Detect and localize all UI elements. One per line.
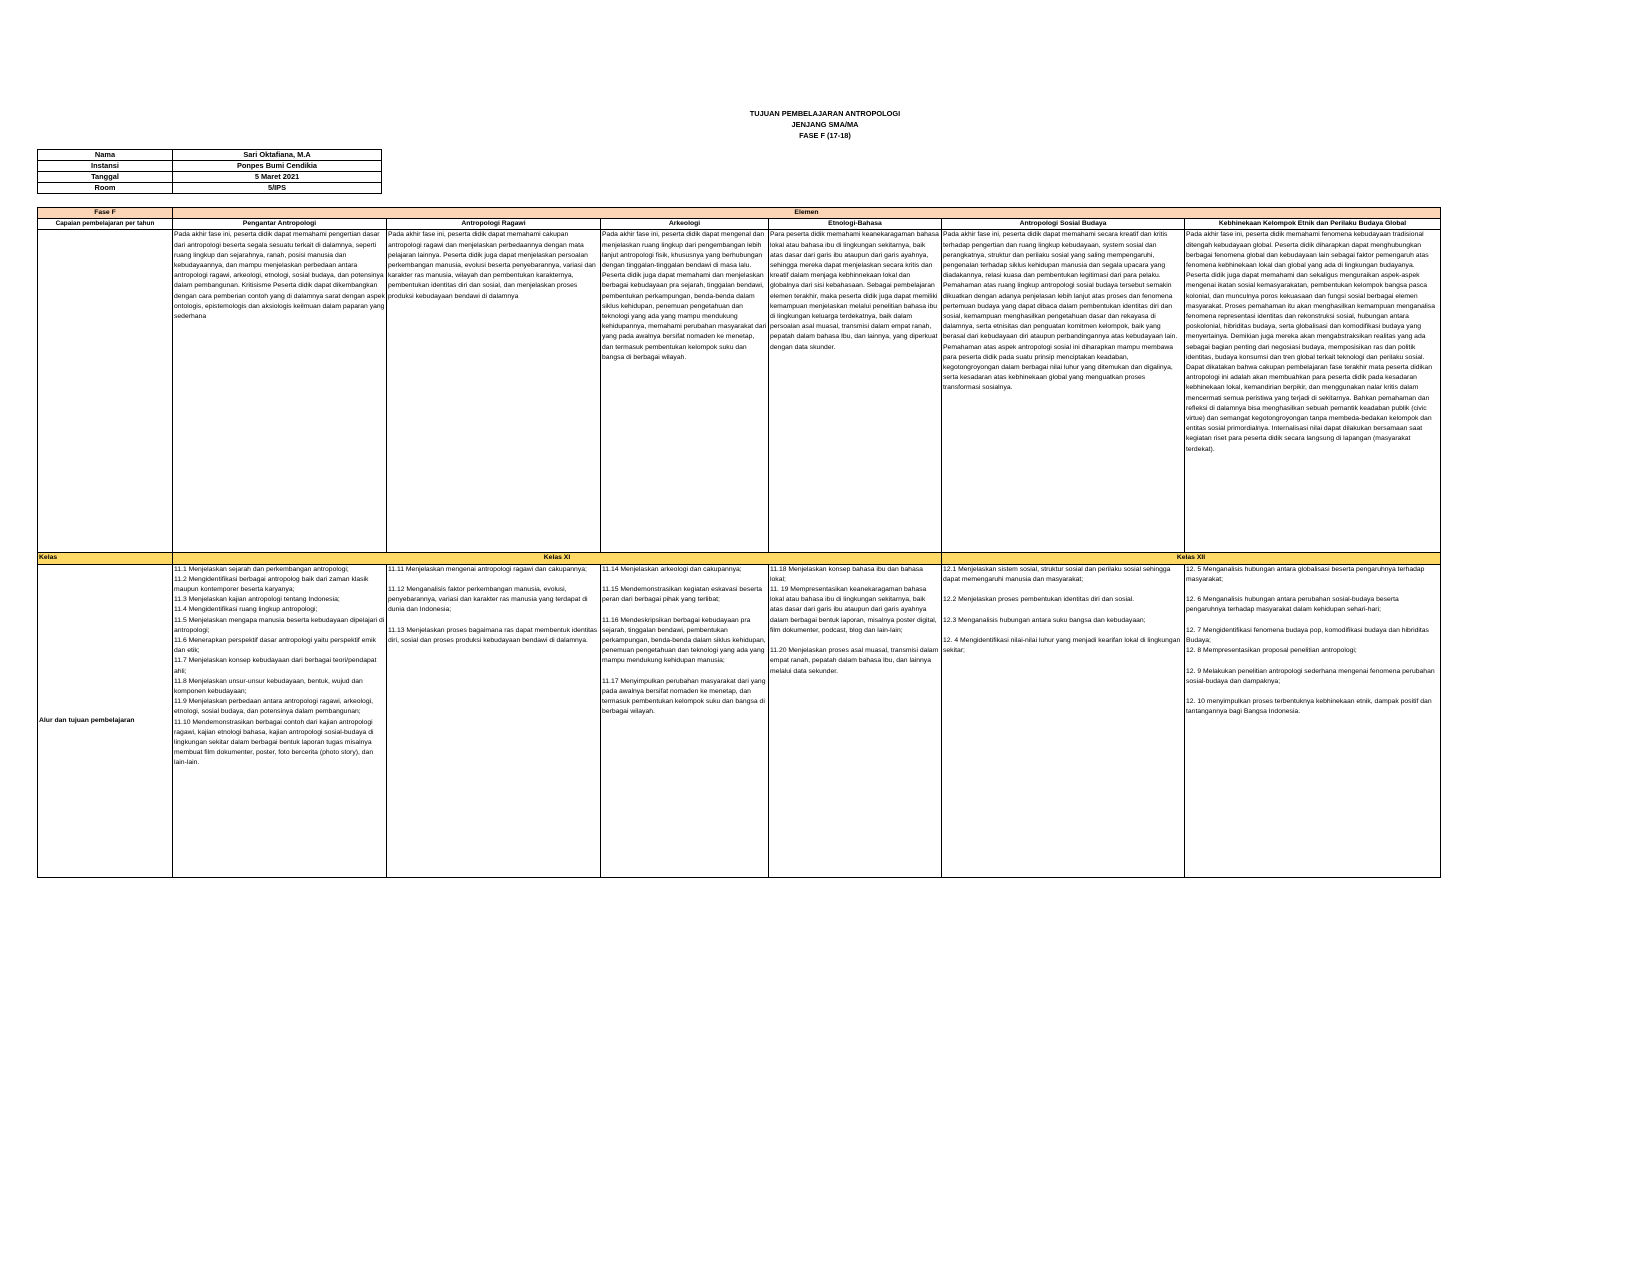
objective-item: 11.2 Mengidentifikasi berbagai antropolog baik dari zaman klasik maupun kontemporer beserta karyanya; xyxy=(174,575,369,594)
info-row xyxy=(38,172,382,183)
objective-item: 11.13 Menjelaskan proses bagaimana ras dapat membentuk identitas diri, sosial dan proses produksi kebudayaan bendawi di dalamnya. xyxy=(388,626,598,644)
info-row xyxy=(38,150,382,161)
objective-spacer xyxy=(943,626,1183,636)
column-header: Etnologi-Bahasa xyxy=(769,219,942,230)
info-row xyxy=(38,161,382,172)
objective-spacer xyxy=(1186,585,1439,595)
objective-spacer xyxy=(1186,616,1439,626)
fase-label: Fase F xyxy=(38,208,173,219)
atp-label: Alur dan tujuan pembelajaran xyxy=(38,564,173,877)
info-table xyxy=(37,149,382,194)
objective-item: 11.3 Menjelaskan kajian antropologi tentang Indonesia; xyxy=(174,596,340,604)
info-label: Room xyxy=(38,183,173,194)
kelas-xi-label: Kelas XI xyxy=(173,553,942,564)
objective-item: 12.2 Menjelaskan proses pembentukan identitas diri dan sosial. xyxy=(943,596,1135,604)
kelas-xii-label: Kelas XII xyxy=(942,553,1441,564)
kelas-label: Kelas xyxy=(38,553,173,564)
objective-item: 11.8 Menjelaskan unsur-unsur kebudayaan, bentuk, wujud dan komponen kebudayaan; xyxy=(174,677,363,696)
objective-spacer xyxy=(602,575,767,585)
objective-item: 11.9 Menjelaskan perbedaan antara antropologi ragawi, arkeologi, etnologi, sosial budaya, dan potensinya dalam pembangunan; xyxy=(174,698,374,716)
objective-item: 11.14 Menjelaskan arkeologi dan cakupannya; xyxy=(602,565,742,573)
objective-spacer xyxy=(388,575,599,585)
info-value: 5/IPS xyxy=(173,183,382,194)
atp-cell xyxy=(1185,564,1441,877)
objective-item: 11.6 Menerapkan perspektif dasar antropologi yaitu perspektif emik dan etik; xyxy=(174,637,377,655)
column-header: Arkeologi xyxy=(601,219,769,230)
atp-row xyxy=(38,564,1441,877)
info-value: 5 Maret 2021 xyxy=(173,172,382,183)
objective-spacer xyxy=(388,616,599,626)
objective-item: 11.5 Menjelaskan mengapa manusia beserta kebudayaan dipelajari di antropologi; xyxy=(174,616,385,634)
atp-cell xyxy=(387,564,601,877)
objective-item: 12. 9 Melakukan penelitian antropologi sederhana mengenai fenomena perubahan sosial-budaya dan dampaknya; xyxy=(1186,667,1435,685)
cp-cell: Pada akhir fase ini, peserta didik dapat memahami pengertian dasar dari antropologi beserta segala sesuatu terkait di dalamnya, seperti ruang lingkup dan sejarahnya, ranah, posisi manusia dan kebudayaannya, dan mampu menjelaskan perbedaan antara antropologi ragawi, arkeologi, etnologi, sosial budaya, dan potensinya dalam pembangunan. Kritisisme Peserta didik dapat dikembangkan dengan cara pemberian contoh yang di dalamnya sarat dengan aspek ontologis, epistemologis dan aksiologis keilmuan dalam paparan yang sederhana xyxy=(173,230,387,553)
atp-cell xyxy=(769,564,942,877)
objective-item: 11. 19 Mempresentasikan keanekaragaman bahasa lokal atau bahasa ibu di lingkungan sekitarnya, baik atas dasar dari garis ibu ataupun dari garis ayahnya dalam berbagai bentuk laporan, misalnya poster digital, film dokumenter, podcast, blog dan lain-lain; xyxy=(770,586,937,634)
cp-cell: Pada akhir fase ini, peserta didik dapat memahami cakupan antropologi ragawi dan menjelaskan perbedaannya dengan mata pelajaran lainnya. Peserta didik juga dapat menjelaskan persoalan perkembangan manusia, evolusi beserta penyebarannya, variasi dan karakter ras manusia, wilayah dan pembentukan karakternya, pembentukan identitas diri dan sosial, dan menjelaskan proses produksi kebudayaan bendawi di dalamnya xyxy=(387,230,601,553)
objective-item: 11.20 Menjelaskan proses asal muasal, transmisi dalam empat ranah, pepatah dalam bahasa Ibu, dan lainnya melalui data sekunder. xyxy=(770,647,939,675)
objective-item: 12. 10 menyimpulkan proses terbentuknya kebhinekaan etnik, dampak positif dan tantangannya bagi Bangsa Indonesia. xyxy=(1186,698,1432,716)
info-value: Ponpes Bumi Cendikia xyxy=(173,161,382,172)
objective-item: 12. 4 Mengidentifikasi nilai-nilai luhur yang menjadi kearifan lokal di lingkungan sekitar; xyxy=(943,636,1181,655)
column-header: Antropologi Ragawi xyxy=(387,219,601,230)
objective-spacer xyxy=(943,585,1183,595)
cp-cell: Pada akhir fase ini, peserta didik dapat mengenal dan menjelaskan ruang lingkup dari pengembangan lebih lanjut antropologi fisik, khususnya yang berhubungan dengan tinggalan-tinggalan bendawi di masa lalu. Peserta didik juga dapat memahami dan menjelaskan berbagai kebudayaan pra sejarah, tinggalan bendawi, pembentukan perkampungan, benda-benda dalam siklus kehidupan, penemuan pengetahuan dan teknologi yang ada yang mampu mendukung kehidupannya, memahami perubahan masyarakat dari yang pada awalnya bersifat nomaden ke menetap, dan termasuk pembentukan kelompok suku dan bangsa di berbagai wilayah. xyxy=(601,230,769,553)
kelas-row xyxy=(38,553,1441,564)
objective-spacer xyxy=(943,605,1183,615)
objective-item: 11.11 Menjelaskan mengenai antropologi ragawi dan cakupannya; xyxy=(388,565,587,573)
objective-item: 11.18 Menjelaskan konsep bahasa ibu dan bahasa lokal; xyxy=(770,565,923,583)
objective-item: 11.16 Mendeskripsikan berbagai kebudayaan pra sejarah, tinggalan bendawi, pembentukan perkampungan, benda-benda dalam siklus kehidupan, penemuan pengetahuan dan teknologi yang ada yang mampu mendukung kehidupan manusia; xyxy=(602,616,766,665)
cp-cell: Para peserta didik memahami keanekaragaman bahasa lokal atau bahasa ibu di lingkungan sekitarnya, baik atas dasar dari garis ibu ataupun dari garis ayahnya, sehingga mereka dapat menjelaskan secara kritis dan kreatif dalam menjaga kebhinnekaan lokal dan globalnya dari sisi kebahasaan. Sebagai pembelajaran elemen terakhir, maka peserta didik juga dapat memiliki kemampuan menjelaskan melalui penelitian bahasa ibu di lingkungan keluarga terdekatnya, baik dalam persoalan asal muasal, transmisi dalam empat ranah, pepatah dalam bahasa Ibu, dan lainnya, yang diperkuat dengan data skunder. xyxy=(769,230,942,553)
objective-item: 12. 8 Mempresentasikan proposal penelitian antropologi; xyxy=(1186,647,1357,655)
objective-item: 12. 6 Menganalisis hubungan antara perubahan sosial-budaya beserta pengaruhnya terhadap masyarakat dalam kehidupan sehari-hari; xyxy=(1186,596,1399,614)
atp-cell xyxy=(601,564,769,877)
objective-item: 11.17 Menyimpulkan perubahan masyarakat dari yang pada awalnya bersifat nomaden ke menetap, dan termasuk pembentukan kelompok suku dan bangsa di berbagai wilayah. xyxy=(602,677,766,716)
objective-item: 11.12 Menganalisis faktor perkembangan manusia, evolusi, penyebarannya, variasi dan karakter ras manusia yang terdapat di dunia dan Indonesia; xyxy=(388,586,588,614)
cp-row xyxy=(38,230,1441,553)
objective-spacer xyxy=(1186,656,1439,666)
objective-spacer xyxy=(770,636,940,646)
objective-item: 11.4 Mengidentifikasi ruang lingkup antropologi; xyxy=(174,606,318,614)
cp-cell: Pada akhir fase ini, peserta didik memahami fenomena kebudayaan tradisional ditengah kebudayaan global. Peserta didik diharapkan dapat menghubungkan berbagai fenomena global dan kebudayaan lain sebagai faktor pemengaruh atas fenomena kebhinekaan lokal dan global yang ada di lingkungan budayanya. Peserta didik juga dapat memahami dan sekaligus menguraikan aspek-aspek mengenai ikatan sosial kemasyarakatan, pembentukan kelompok bangsa pasca kolonial, dan munculnya poros kekuasaan dan fungsi sosial berbagai elemen masyarakat. Proses pemahaman itu akan menghasilkan kemampuan menganalisa fenomena representasi identitas dan rekonstruksi sosial, hubungan antara poskolonial, hibriditas budaya, serta globalisasi dan komodifikasi budaya yang menyertainya. Demikian juga mereka akan mengabstraksikan realitas yang ada sebagai bagian penting dari negosiasi budaya, memposisikan ras dan politik identitas, budaya konsumsi dan tren global terkait teknologi dan perilaku sosial. Dapat dikatakan bahwa cakupan pembelajaran fase terakhir mata peserta didikan antropologi ini adalah akan membuahkan para peserta didik pada kesadaran kebhinekaan lokal, kemandirian berpikir, dan menggunakan nalar kritis dalam mencermati semua peristiwa yang terjadi di sekitarnya. Bahkan pemahaman dan refleksi di dalamnya bisa menghasilkan sebuah pemantik keadaban publik (civic virtue) dan semangat kegotongroyongan tanpa membeda-bedakan kelompok dan entitas sosial primordialnya. Internalisasi nilai dapat dilakukan bersamaan saat kegiatan riset para peserta didik secara langsung di lapangan (masyarakat terdekat). xyxy=(1185,230,1441,553)
info-label: Instansi xyxy=(38,161,173,172)
doc-title-line3: FASE F (17-18) xyxy=(799,131,851,140)
info-label: Tanggal xyxy=(38,172,173,183)
atp-cell xyxy=(942,564,1185,877)
objective-item: 11.1 Menjelaskan sejarah dan perkembangan antropologi; xyxy=(174,565,349,573)
cp-label: Capaian pembelajaran per tahun xyxy=(38,219,173,230)
objective-item: 11.10 Mendemonstrasikan berbagai contoh dari kajian antropologi ragawi, kajian etnologi bahasa, kajian antropologi sosial-budaya di lingkungan sekitar dalam berbagai bentuk laporan tugas misalnya membuat film dokumenter, poster, foto bercerita (photo story), dan lain-lain. xyxy=(174,718,374,767)
info-row xyxy=(38,183,382,194)
objective-item: 11.7 Menjelaskan konsep kebudayaan dari berbagai teori/pendapat ahli; xyxy=(174,657,377,675)
header-row-fase xyxy=(38,208,1441,219)
objective-item: 12. 5 Menganalisis hubungan antara globalisasi beserta pengaruhnya terhadap masyarakat; xyxy=(1186,565,1425,583)
objective-item: 12. 7 Mengidentifikasi fenomena budaya pop, komodifikasi budaya dan hibriditas Budaya; xyxy=(1186,626,1429,644)
objective-spacer xyxy=(602,667,767,677)
atp-cell xyxy=(173,564,387,877)
objective-spacer xyxy=(1186,687,1439,697)
column-header: Antropologi Sosial Budaya xyxy=(942,219,1185,230)
doc-title-line2: JENJANG SMA/MA xyxy=(791,120,859,129)
cp-label-spacer xyxy=(38,230,173,553)
column-header: Pengantar Antropologi xyxy=(173,219,387,230)
column-header: Kebhinekaan Kelompok Etnik dan Perilaku Budaya Global xyxy=(1185,219,1441,230)
elemen-label: Elemen xyxy=(173,208,1441,219)
objective-item: 12.3 Menganalisis hubungan antara suku bangsa dan kebudayaan; xyxy=(943,616,1146,624)
cp-cell: Pada akhir fase ini, peserta didik dapat memahami secara kreatif dan kritis terhadap pengertian dan ruang lingkup kebudayaan, system sosial dan perangkatnya, struktur dan perilaku sosial yang saling mempengaruhi, pengenalan terhadap siklus kehidupan manusia dan segala upacara yang diadakannya, relasi kuasa dan pembentukan legitimasi dari para pelaku. Pemahaman atas ruang lingkup antropologi sosial budaya tersebut semakin dikuatkan dengan adanya penjelasan lebih lanjut atas proses dan fenomena pertemuan budaya yang dapat dibaca dalam pembentukan identitas diri dan sosial, kemampuan menghasilkan pengetahuan dasar dan rekayasa di dalamnya, serta etnisitas dan penguatan komitmen kelompok, baik yang berasal dari kebudayaan diri ataupun perbandingannya atas kebudayaan lain. Pemahaman atas aspek antropologi sosial ini diharapkan mampu membawa para peserta didik pada suatu prinsip menciptakan keadaban, kegotongroyongan dalam berbagai nilai luhur yang ditemukan dan digalinya, serta kesadaran atas kebhinekaan global yang menguatkan proses transformasi sosialnya. xyxy=(942,230,1185,553)
info-label: Nama xyxy=(38,150,173,161)
objective-item: 12.1 Menjelaskan sistem sosial, struktur sosial dan perilaku sosial sehingga dapat memengaruhi manusia dan masyarakat; xyxy=(943,565,1171,583)
objective-item: 11.15 Mendemonstrasikan kegiatan eskavasi beserta peran dari berbagai pihak yang terlibat; xyxy=(602,586,763,604)
info-value: Sari Oktafiana, M.A xyxy=(173,150,382,161)
objective-spacer xyxy=(602,605,767,615)
header-row-columns xyxy=(38,219,1441,230)
learning-objectives-table xyxy=(37,207,1441,878)
doc-title-line1: TUJUAN PEMBELAJARAN ANTROPOLOGI xyxy=(749,109,901,118)
